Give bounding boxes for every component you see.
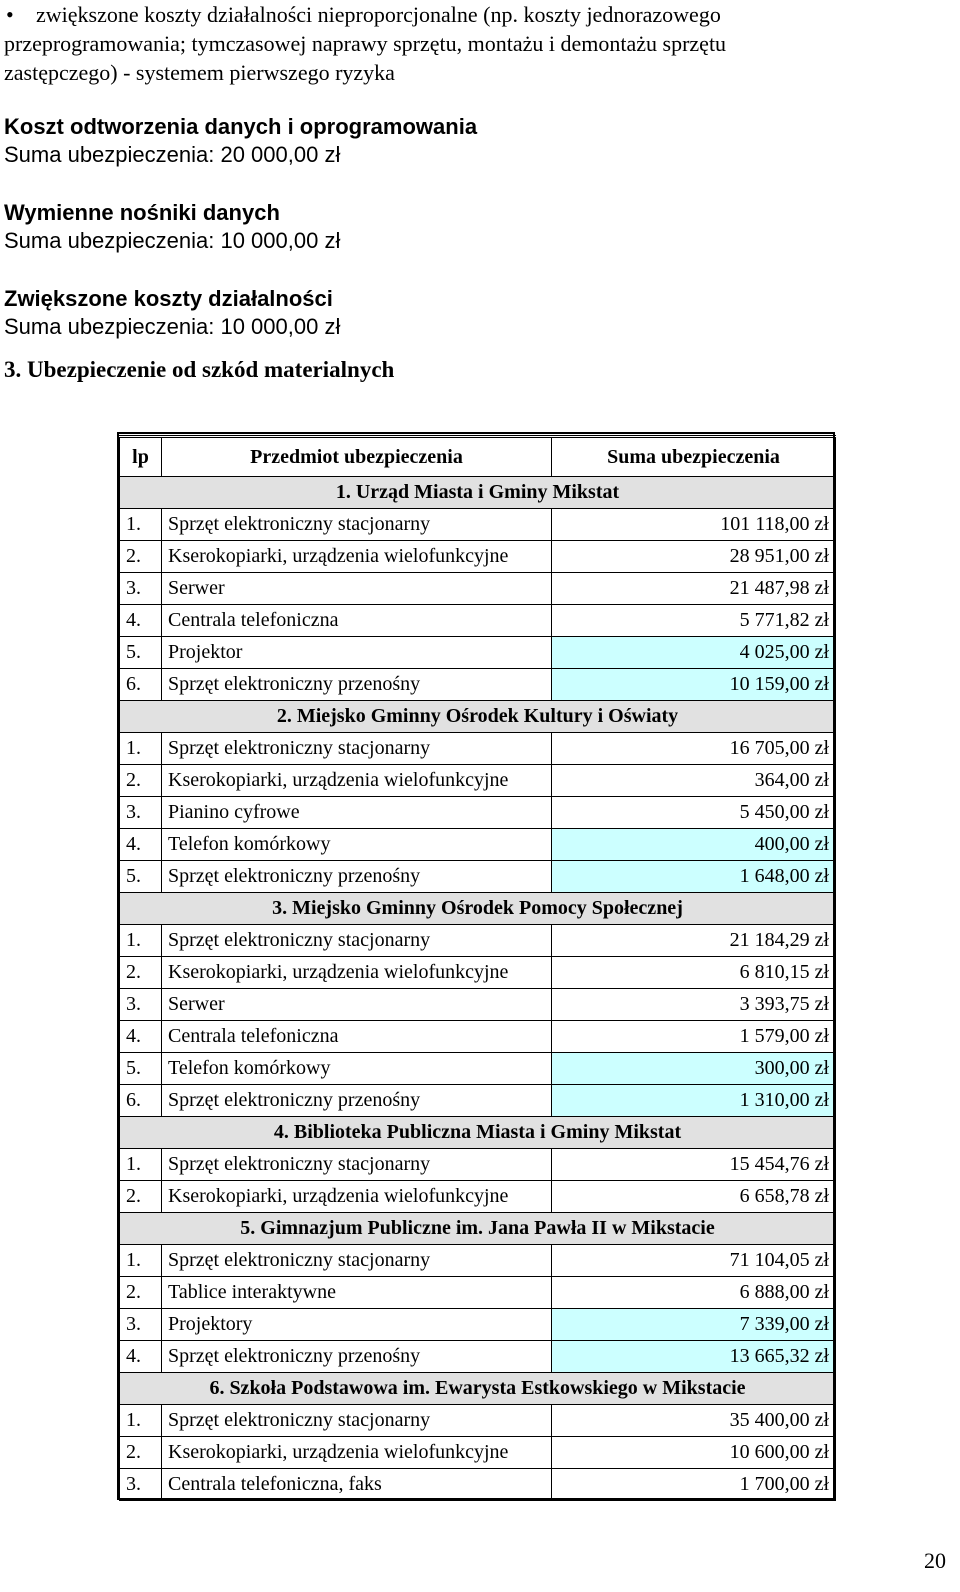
row-amount: 6 888,00 zł bbox=[552, 1277, 836, 1309]
row-lp: 3. bbox=[120, 1469, 162, 1501]
row-item: Sprzęt elektroniczny przenośny bbox=[162, 1085, 552, 1117]
row-amount: 21 184,29 zł bbox=[552, 925, 836, 957]
row-amount: 21 487,98 zł bbox=[552, 573, 836, 605]
group-title: 1. Urząd Miasta i Gminy Mikstat bbox=[120, 477, 836, 509]
row-amount: 5 450,00 zł bbox=[552, 797, 836, 829]
row-lp: 3. bbox=[120, 797, 162, 829]
table-row bbox=[120, 573, 836, 605]
row-lp: 4. bbox=[120, 605, 162, 637]
group-title: 3. Miejsko Gminny Ośrodek Pomocy Społecznej bbox=[120, 893, 836, 925]
block-heading: Wymienne nośniki danych bbox=[4, 200, 280, 225]
row-lp: 1. bbox=[120, 733, 162, 765]
row-amount: 1 700,00 zł bbox=[552, 1469, 836, 1501]
group-header-row bbox=[120, 1373, 836, 1405]
row-amount: 13 665,32 zł bbox=[552, 1341, 836, 1373]
header-subject: Przedmiot ubezpieczenia bbox=[162, 437, 552, 477]
block-heading: Zwiększone koszty działalności bbox=[4, 286, 333, 311]
table-row bbox=[120, 1437, 836, 1469]
bullet-icon: • bbox=[6, 2, 14, 27]
block-heading: Koszt odtworzenia danych i oprogramowania bbox=[4, 114, 478, 139]
row-lp: 2. bbox=[120, 1277, 162, 1309]
row-item: Sprzęt elektroniczny stacjonarny bbox=[162, 733, 552, 765]
row-lp: 4. bbox=[120, 1341, 162, 1373]
row-item: Kserokopiarki, urządzenia wielofunkcyjne bbox=[162, 1437, 552, 1469]
row-lp: 2. bbox=[120, 765, 162, 797]
row-amount: 15 454,76 zł bbox=[552, 1149, 836, 1181]
table-header-row bbox=[120, 437, 836, 477]
row-item: Sprzęt elektroniczny stacjonarny bbox=[162, 509, 552, 541]
table-row bbox=[120, 1149, 836, 1181]
block-sum: Suma ubezpieczenia: 20 000,00 zł bbox=[4, 142, 341, 167]
row-amount: 6 810,15 zł bbox=[552, 957, 836, 989]
row-amount: 400,00 zł bbox=[552, 829, 836, 861]
row-lp: 1. bbox=[120, 1149, 162, 1181]
row-amount: 1 310,00 zł bbox=[552, 1085, 836, 1117]
row-amount: 71 104,05 zł bbox=[552, 1245, 836, 1277]
row-item: Telefon komórkowy bbox=[162, 1053, 552, 1085]
group-header-row bbox=[120, 477, 836, 509]
table-row bbox=[120, 925, 836, 957]
bullet-line-2: przeprogramowania; tymczasowej naprawy sprzętu, montażu i demontażu sprzętu bbox=[4, 31, 727, 56]
row-lp: 4. bbox=[120, 1021, 162, 1053]
row-amount: 364,00 zł bbox=[552, 765, 836, 797]
row-item: Serwer bbox=[162, 989, 552, 1021]
row-item: Sprzęt elektroniczny przenośny bbox=[162, 861, 552, 893]
table-row bbox=[120, 637, 836, 669]
row-lp: 5. bbox=[120, 637, 162, 669]
group-header-row bbox=[120, 1213, 836, 1245]
group-title: 6. Szkoła Podstawowa im. Ewarysta Estkowskiego w Mikstacie bbox=[120, 1373, 836, 1405]
row-amount: 300,00 zł bbox=[552, 1053, 836, 1085]
row-lp: 3. bbox=[120, 573, 162, 605]
header-sum: Suma ubezpieczenia bbox=[552, 437, 836, 477]
table-row bbox=[120, 509, 836, 541]
table-row bbox=[120, 733, 836, 765]
table-row bbox=[120, 829, 836, 861]
row-amount: 10 600,00 zł bbox=[552, 1437, 836, 1469]
row-lp: 5. bbox=[120, 1053, 162, 1085]
table-row bbox=[120, 1245, 836, 1277]
row-lp: 2. bbox=[120, 957, 162, 989]
table-row bbox=[120, 669, 836, 701]
page-number: 20 bbox=[924, 1548, 946, 1573]
row-item: Pianino cyfrowe bbox=[162, 797, 552, 829]
table-row bbox=[120, 605, 836, 637]
table-row bbox=[120, 797, 836, 829]
table-row bbox=[120, 1181, 836, 1213]
row-amount: 1 579,00 zł bbox=[552, 1021, 836, 1053]
row-amount: 4 025,00 zł bbox=[552, 637, 836, 669]
table-row bbox=[120, 1309, 836, 1341]
group-title: 4. Biblioteka Publiczna Miasta i Gminy Mikstat bbox=[120, 1117, 836, 1149]
row-item: Tablice interaktywne bbox=[162, 1277, 552, 1309]
insurance-table bbox=[119, 435, 835, 1501]
table-row bbox=[120, 1469, 836, 1501]
row-amount: 3 393,75 zł bbox=[552, 989, 836, 1021]
section-title: 3. Ubezpieczenie od szkód materialnych bbox=[4, 357, 395, 382]
table-row bbox=[120, 1277, 836, 1309]
row-lp: 1. bbox=[120, 925, 162, 957]
table-row bbox=[120, 1405, 836, 1437]
group-header-row bbox=[120, 893, 836, 925]
row-item: Telefon komórkowy bbox=[162, 829, 552, 861]
group-header-row bbox=[120, 1117, 836, 1149]
table-row bbox=[120, 765, 836, 797]
row-item: Kserokopiarki, urządzenia wielofunkcyjne bbox=[162, 1181, 552, 1213]
row-item: Projektory bbox=[162, 1309, 552, 1341]
row-item: Kserokopiarki, urządzenia wielofunkcyjne bbox=[162, 765, 552, 797]
row-lp: 5. bbox=[120, 861, 162, 893]
row-item: Sprzęt elektroniczny stacjonarny bbox=[162, 1405, 552, 1437]
table-row bbox=[120, 989, 836, 1021]
table-row bbox=[120, 1085, 836, 1117]
group-title: 5. Gimnazjum Publiczne im. Jana Pawła II w Mikstacie bbox=[120, 1213, 836, 1245]
row-lp: 2. bbox=[120, 1181, 162, 1213]
table-row bbox=[120, 1341, 836, 1373]
row-lp: 3. bbox=[120, 989, 162, 1021]
row-lp: 3. bbox=[120, 1309, 162, 1341]
row-item: Projektor bbox=[162, 637, 552, 669]
table-row bbox=[120, 957, 836, 989]
row-amount: 101 118,00 zł bbox=[552, 509, 836, 541]
row-amount: 28 951,00 zł bbox=[552, 541, 836, 573]
row-item: Sprzęt elektroniczny stacjonarny bbox=[162, 1245, 552, 1277]
header-lp: lp bbox=[120, 437, 162, 477]
row-amount: 16 705,00 zł bbox=[552, 733, 836, 765]
bullet-line-1: zwiększone koszty działalności nieproporcjonalne (np. koszty jednorazowego bbox=[36, 2, 721, 27]
row-item: Centrala telefoniczna bbox=[162, 605, 552, 637]
row-item: Centrala telefoniczna, faks bbox=[162, 1469, 552, 1501]
row-item: Sprzęt elektroniczny przenośny bbox=[162, 669, 552, 701]
row-item: Sprzęt elektroniczny przenośny bbox=[162, 1341, 552, 1373]
row-item: Sprzęt elektroniczny stacjonarny bbox=[162, 1149, 552, 1181]
block-sum: Suma ubezpieczenia: 10 000,00 zł bbox=[4, 228, 341, 253]
row-lp: 1. bbox=[120, 509, 162, 541]
row-item: Centrala telefoniczna bbox=[162, 1021, 552, 1053]
row-lp: 6. bbox=[120, 669, 162, 701]
row-amount: 7 339,00 zł bbox=[552, 1309, 836, 1341]
row-item: Kserokopiarki, urządzenia wielofunkcyjne bbox=[162, 957, 552, 989]
row-lp: 1. bbox=[120, 1405, 162, 1437]
group-title: 2. Miejsko Gminny Ośrodek Kultury i Oświaty bbox=[120, 701, 836, 733]
row-amount: 6 658,78 zł bbox=[552, 1181, 836, 1213]
row-lp: 2. bbox=[120, 1437, 162, 1469]
group-header-row bbox=[120, 701, 836, 733]
row-lp: 6. bbox=[120, 1085, 162, 1117]
table-row bbox=[120, 1021, 836, 1053]
row-item: Serwer bbox=[162, 573, 552, 605]
table-row bbox=[120, 1053, 836, 1085]
row-lp: 4. bbox=[120, 829, 162, 861]
insurance-block-media bbox=[4, 199, 340, 255]
row-lp: 2. bbox=[120, 541, 162, 573]
row-amount: 1 648,00 zł bbox=[552, 861, 836, 893]
block-sum: Suma ubezpieczenia: 10 000,00 zł bbox=[4, 314, 341, 339]
table-row bbox=[120, 541, 836, 573]
row-amount: 10 159,00 zł bbox=[552, 669, 836, 701]
insurance-block-increased-costs bbox=[4, 285, 340, 341]
row-amount: 5 771,82 zł bbox=[552, 605, 836, 637]
row-item: Kserokopiarki, urządzenia wielofunkcyjne bbox=[162, 541, 552, 573]
bullet-line-3: zastępczego) - systemem pierwszego ryzyka bbox=[4, 60, 395, 85]
row-item: Sprzęt elektroniczny stacjonarny bbox=[162, 925, 552, 957]
row-amount: 35 400,00 zł bbox=[552, 1405, 836, 1437]
insurance-block-data-recovery bbox=[4, 113, 477, 169]
row-lp: 1. bbox=[120, 1245, 162, 1277]
table-row bbox=[120, 861, 836, 893]
